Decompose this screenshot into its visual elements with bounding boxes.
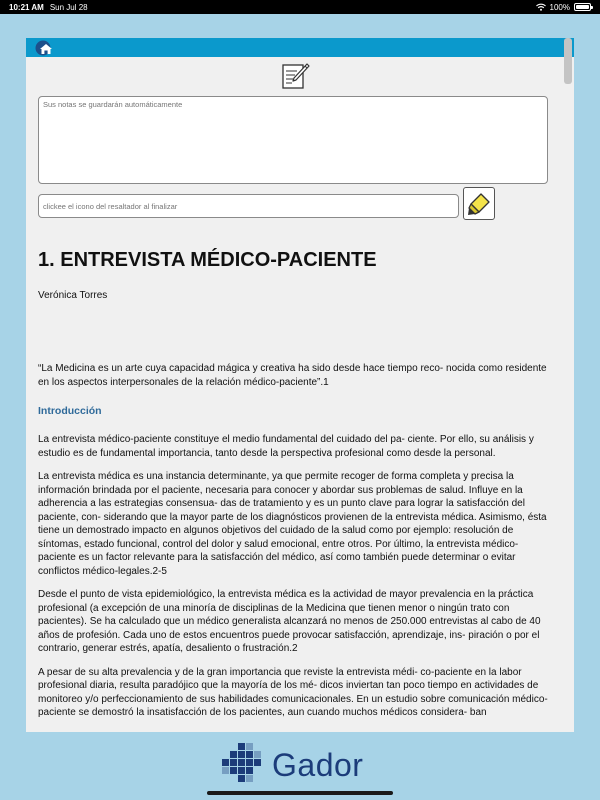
status-date: Sun Jul 28 [49, 2, 88, 12]
battery-icon [574, 3, 591, 11]
article-paragraph: La entrevista médico-paciente constituye el medio fundamental del cuidado del pa- ciente. Por ello, su análisis y estudio es de fundamental importancia, tanto desde la perspectiva profesional como desde la personal. [38, 434, 534, 459]
home-button[interactable] [35, 40, 55, 56]
battery-percent: 100% [549, 2, 570, 12]
scrollbar[interactable] [564, 38, 572, 732]
highlighter-button[interactable] [463, 187, 495, 220]
top-toolbar [26, 38, 574, 57]
home-indicator[interactable] [207, 791, 393, 795]
article-author: Verónica Torres [38, 290, 108, 301]
article-quote: “La Medicina es un arte cuya capacidad mágica y creativa ha sido desde hace tiempo reco- nocida como residente en los aspectos interpersonales de la relación médico-paciente”.1 [38, 363, 547, 388]
highlight-input[interactable] [38, 194, 459, 218]
gador-cross-logo-icon [222, 743, 266, 787]
section-heading: Introducción [38, 405, 102, 417]
gador-logo [222, 743, 363, 787]
article-title: 1. ENTREVISTA MÉDICO-PACIENTE [38, 249, 377, 271]
content-area [26, 57, 564, 732]
brand-name: Gador [272, 746, 364, 783]
wifi-icon [536, 3, 546, 11]
status-indicators [536, 3, 591, 12]
reader-panel [26, 38, 574, 732]
article-paragraph: La entrevista médica es una instancia determinante, ya que permite recoger de forma completa y precisa la información brindada por el paciente, necesaria para conocer y abordar sus problemas de salud. Influye en la adherencia a las estrategias consensua- das de tratamiento y es un punto clave para lograr la satisfacción del paciente, con- siderando que la mayor parte de los diagnósticos provienen de la entrevista médica. Asimismo, ésta tiene un demostrado impacto en algunos objetivos del cuidado de la salud como por ejemplo: resolución de síntomas, estado funcional, control del dolor y salud emocional, entre otros. Por último, la entrevista médico-paciente es un factor relevante para la satisfacción del médico, así como también puede determinar o evitar conflictos médico-legales.2-5 [38, 471, 547, 577]
scrollbar-thumb[interactable] [564, 38, 572, 84]
highlighter-icon [466, 191, 492, 217]
home-icon [35, 40, 55, 56]
article [38, 249, 556, 720]
status-time: 10:21 AM [9, 2, 44, 12]
article-paragraph: Desde el punto de vista epidemiológico, la entrevista médica es la actividad de mayor prevalencia en la práctica profesional (a excepción de una minoría de disciplinas de la Medicina que tienen menor o ningún trato con pacientes). Se ha calculado que un médico generalista alcanzará no menos de 250.000 entrevistas al cabo de 40 años de profesión. Cada uno de estos encuentros puede provocar satisfacción, aprendizaje, ins- piración o por el contrario, generar estrés, apatía, desaliento o frustración.2 [38, 589, 541, 654]
article-paragraph: A pesar de su alta prevalencia y de la gran importancia que reviste la entrevista médi- co-paciente en la labor profesional diaria, resulta paradójico que la mayoría de los mé- dicos inviertan tan poco tiempo en actividades de monitoreo y/o perfeccionamiento de sus habilidades comunicacionales. En un estudio sobre comunicación médico-paciente se demostró la insatisfacción de los pacientes, aun cuando muchos médicos considera- ban [38, 666, 548, 718]
notepad-pencil-icon[interactable] [280, 61, 310, 91]
status-bar [0, 0, 600, 14]
notes-textarea[interactable] [38, 96, 548, 184]
